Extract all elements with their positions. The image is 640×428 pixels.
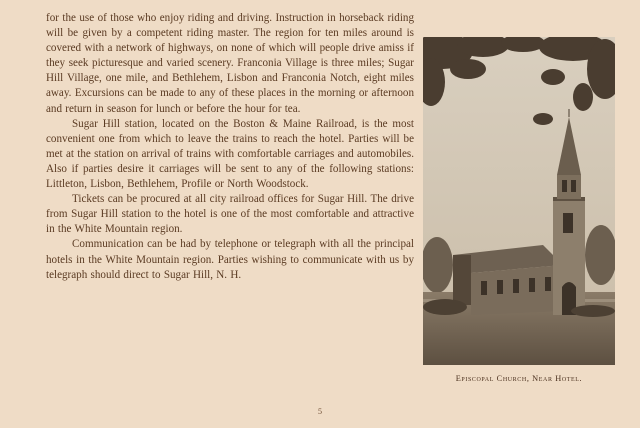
photo-caption <box>423 374 615 383</box>
page-number: 5 <box>318 407 322 416</box>
paragraph-station: Sugar Hill station, located on the Boston & Maine Railroad, is the most convenient one from which to leave the trains to reach the hotel. Parties will be met at the station on arrival of trains with comfortable carriages and automobiles. Also if parties desire it carriages will be sent to any of the following stations: Littleton, Lisbon, Bethlehem, Profile or North Woodstock. <box>46 117 414 191</box>
paragraph-riding: for the use of those who enjoy riding and driving. Instruction in horseback riding will be given by a competent riding master. The region for ten miles around is covered with a network of highways, on none of which will people drive amiss if they seek picturesque and varied scenery. Franconia Village is three miles; Sugar Hill Village, one mile, and Bethlehem, Lisbon and Franconia Notch, eight miles away. Excursions can be made to any of these places in the morning or afternoon and return in season for lunch or before the hour for tea. <box>46 12 414 115</box>
caption-text: Episcopal Church, Near Hotel. <box>455 374 583 383</box>
church-illustration <box>423 37 615 365</box>
paragraph-communication: Communication can be had by telephone or telegraph with all the principal hotels in the White Mountain region. Parties wishing to communicate with us by telegraph should direct to Sugar Hill, N. H. <box>46 238 414 281</box>
church-photo <box>423 37 615 365</box>
paragraph-tickets: Tickets can be procured at all city railroad offices for Sugar Hill. The drive from Sugar Hill station to the hotel is one of the most comfortable and attractive in the White Mountain region. <box>46 193 414 236</box>
body-text <box>46 11 414 283</box>
